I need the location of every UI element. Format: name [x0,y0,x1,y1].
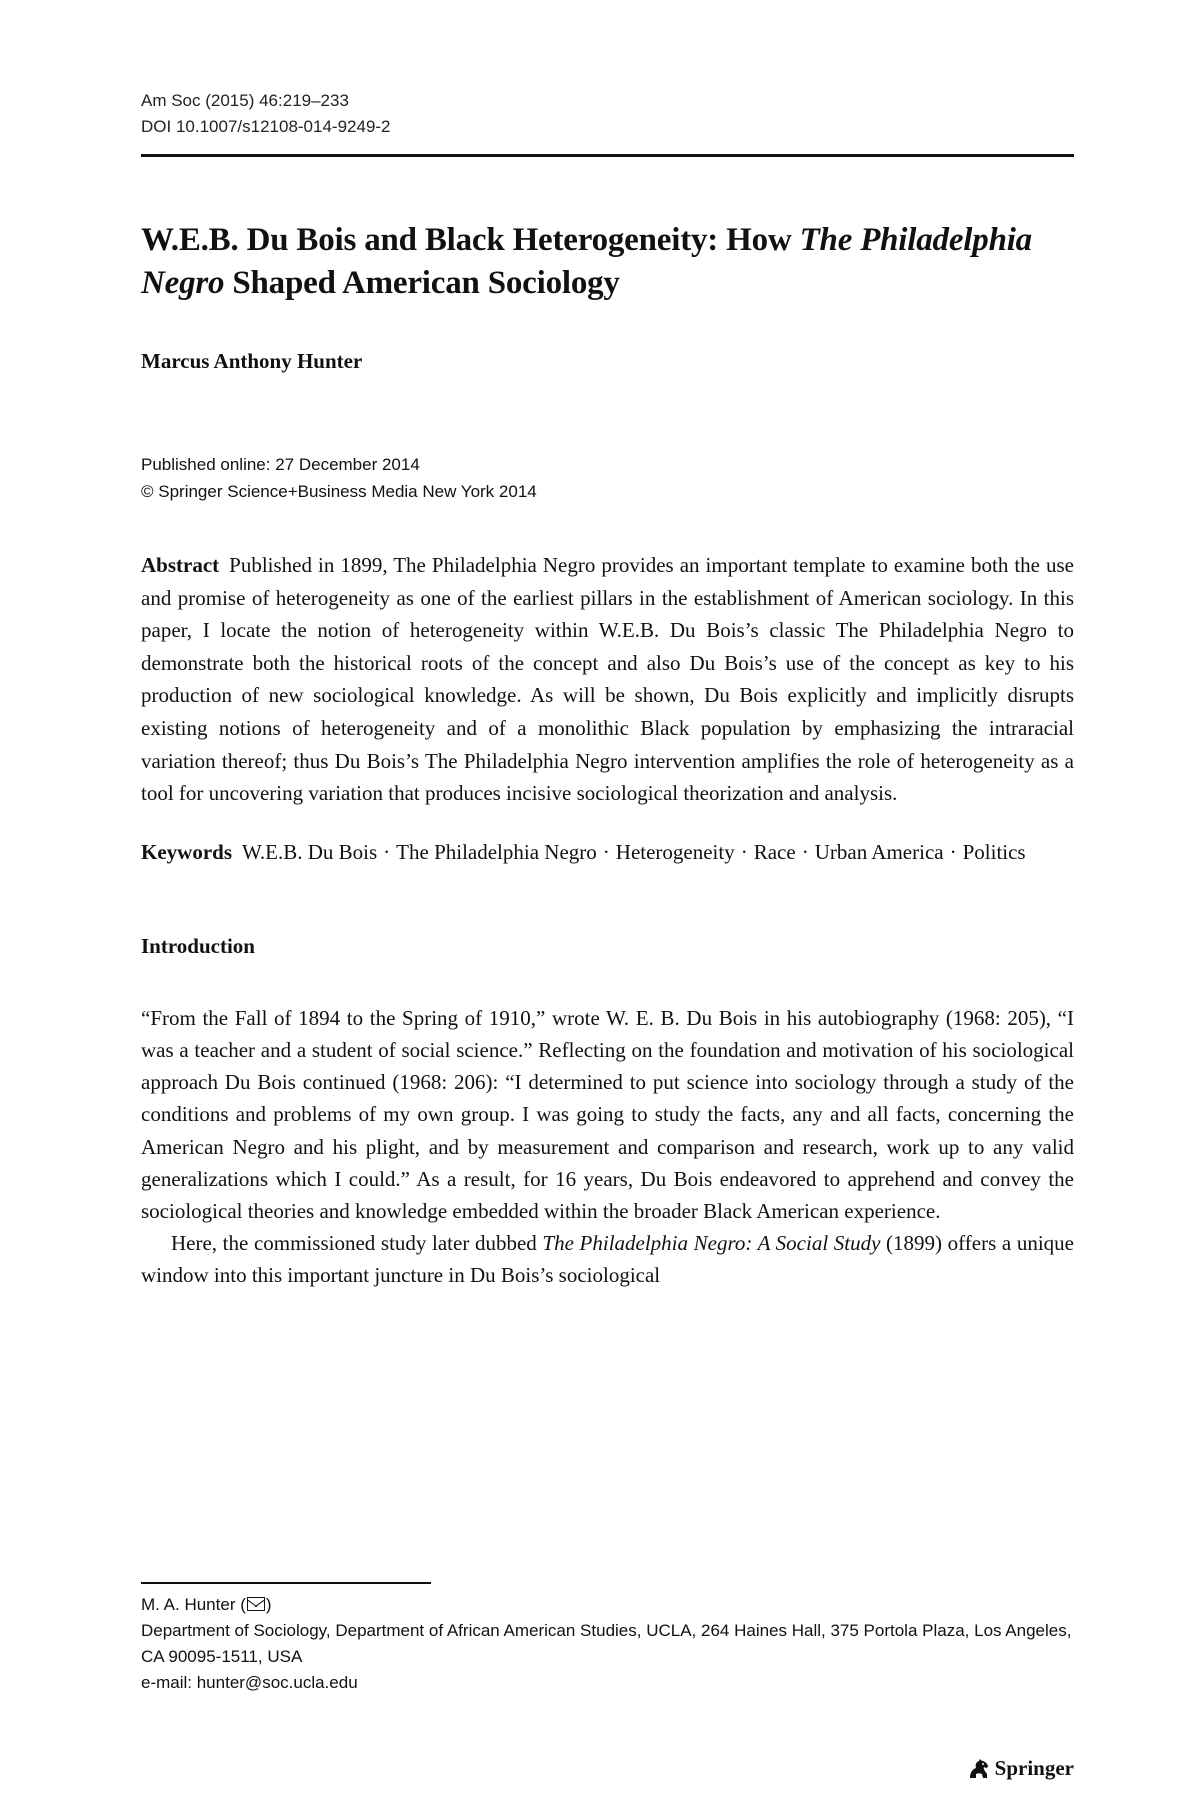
footnote-rule [141,1582,431,1584]
copyright-line: © Springer Science+Business Media New York 2014 [141,482,537,501]
abstract-text: Published in 1899, The Philadelphia Negro provides an important template to examine both the use and promise of heterogeneity as one of the earliest pillars in the establishment of American sociology. In this paper, I locate the notion of heterogeneity within W.E.B. Du Bois’s classic The Philadelphia Negro to demonstrate both the historical roots of the concept and also Du Bois’s use of the concept as key to his production of new sociological knowledge. As will be shown, Du Bois explicitly and implicitly disrupts existing notions of heterogeneity and of a monolithic Black population by emphasizing the intraracial variation thereof; thus Du Bois’s The Philadelphia Negro intervention amplifies the role of heterogeneity as a tool for uncovering variation that produces incisive sociological theorization and analysis. [141,553,1074,806]
corresponding-author [141,1592,1074,1618]
title-text-2: Shaped American Sociology [224,265,620,301]
abstract-label: Abstract [141,553,220,577]
email: e-mail: hunter@soc.ucla.edu [141,1673,358,1692]
keyword: W.E.B. Du Bois [242,839,378,864]
keyword: Urban America [814,839,944,864]
keyword: Politics [962,839,1026,864]
paragraph-text: Here, the commissioned study later dubbed [171,1231,543,1256]
publication-info [141,451,1074,505]
header-rule [141,154,1074,157]
section-heading-introduction: Introduction [141,933,255,958]
abstract [141,549,1074,810]
keywords-label: Keywords [141,839,232,864]
author-footnote [141,1592,1074,1696]
published-date: Published online: 27 December 2014 [141,455,420,474]
article-title [141,219,1074,305]
paragraph-text: (1899) offers a unique window into this important juncture in Du Bois’s sociological [141,1231,1074,1288]
journal-citation: Am Soc (2015) 46:219–233 [141,91,349,110]
envelope-icon [247,1597,265,1611]
publisher-name: Springer [994,1756,1074,1780]
author-name: Marcus Anthony Hunter [141,349,363,373]
springer-horse-icon [967,1758,991,1780]
keywords: Keywords W.E.B. Du Bois · The Philadelphia Negro · Heterogeneity · Race · Urban America · Politics [141,839,1026,864]
book-title: The Philadelphia Negro: A Social Study [542,1231,881,1256]
article-page [141,88,1074,1292]
introduction-body [141,1002,1074,1292]
keyword: Race [753,839,796,864]
publisher-logo [967,1756,1074,1781]
footnote-paren: ) [265,1595,272,1614]
running-head [141,88,1074,140]
footnote-author: M. A. Hunter ( [141,1595,246,1614]
paragraph [141,1227,1074,1291]
title-book-name: The Philadelphia Negro [141,222,1032,301]
affiliation: Department of Sociology, Department of African American Studies, UCLA, 264 Haines Hall, 375 Portola Plaza, Los Angeles, CA 90095-1511, USA [141,1621,1072,1666]
title-text-1: W.E.B. Du Bois and Black Heterogeneity: How [141,222,800,258]
keyword: The Philadelphia Negro [396,839,597,864]
doi: DOI 10.1007/s12108-014-9249-2 [141,117,391,136]
paragraph: “From the Fall of 1894 to the Spring of 1910,” wrote W. E. B. Du Bois in his autobiography (1968: 205), “I was a teacher and a student of social science.” Reflecting on the foundation and motivation of his sociological approach Du Bois continued (1968: 206): “I determined to put science into sociology through a study of the conditions and problems of my own group. I was going to study the facts, any and all facts, concerning the American Negro and his plight, and by measurement and comparison and research, work up to any valid generalizations which I could.” As a result, for 16 years, Du Bois endeavored to apprehend and convey the sociological theories and knowledge embedded within the broader Black American experience. [141,1005,1074,1223]
keyword: Heterogeneity [615,839,735,864]
